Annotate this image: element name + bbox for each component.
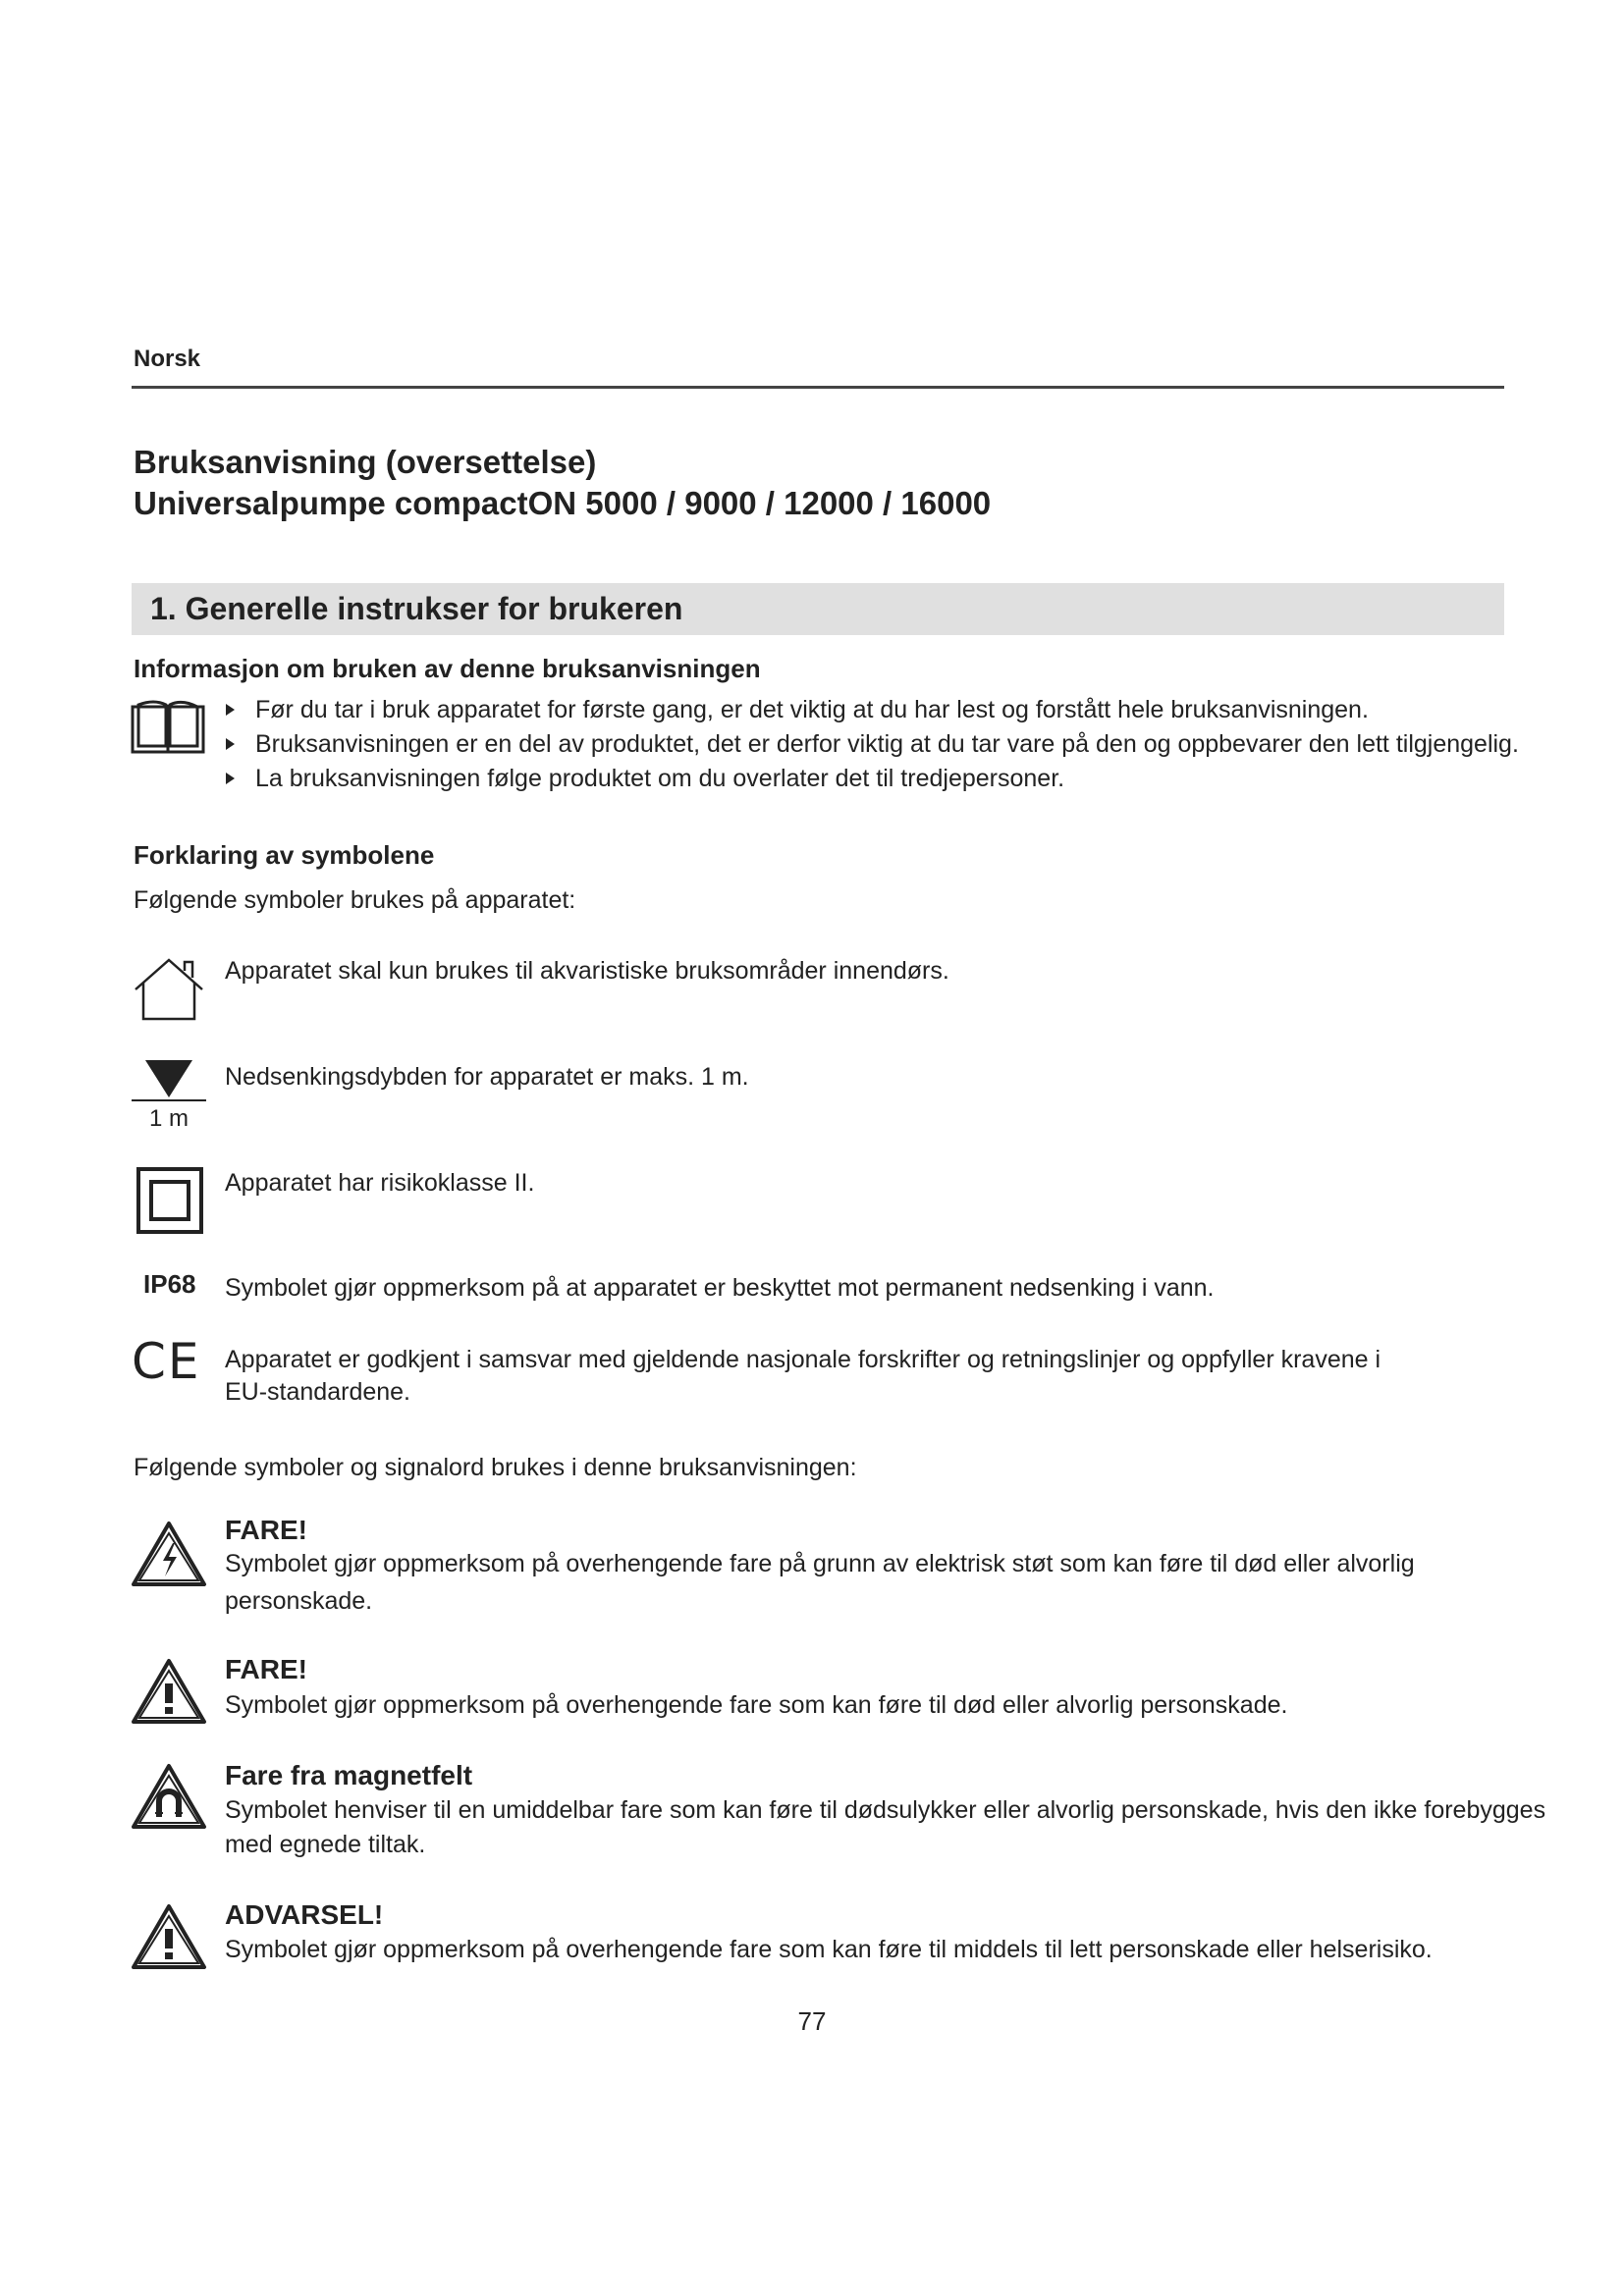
immersion-depth-icon (132, 1058, 206, 1101)
signal-text-warning: Symbolet gjør oppmerksom på overhengende fare som kan føre til middels til lett personskade eller helserisiko. (225, 1936, 1433, 1963)
signal-text-general: Symbolet gjør oppmerksom på overhengende fare som kan føre til død eller alvorlig personskade. (225, 1691, 1288, 1719)
bullet-icon (226, 704, 235, 716)
signal-label-electric: FARE! (225, 1515, 307, 1545)
signal-label-magnetic: Fare fra magnetfelt (225, 1760, 473, 1790)
list-item: Bruksanvisningen er en del av produktet, det er derfor viktig at du tar vare på den og oppbevarer den lett tilgjengelig. (226, 727, 1519, 762)
symbols-intro: Følgende symboler brukes på apparatet: (134, 886, 576, 914)
symbol-text-depth: Nedsenkingsdybden for apparatet er maks. 1 m. (225, 1063, 749, 1091)
signal-text-electric-2: personskade. (225, 1587, 373, 1615)
symbol-text-class-ii: Apparatet har risikoklasse II. (225, 1169, 535, 1197)
list-item: Før du tar i bruk apparatet for første gang, er det viktig at du har lest og forstått hele bruksanvisningen. (226, 693, 1519, 727)
immersion-depth-label: 1 m (149, 1105, 189, 1132)
electric-hazard-icon (130, 1520, 208, 1588)
list-item: La bruksanvisningen følge produktet om du overlater det til tredjepersoner. (226, 762, 1519, 796)
symbol-text-ce-2: EU-standardene. (225, 1378, 411, 1406)
warning-icon (130, 1902, 208, 1971)
section-title: 1. Generelle instrukser for brukeren (150, 591, 683, 626)
document-title: Bruksanvisning (oversettelse) (134, 444, 597, 480)
signal-text-electric-1: Symbolet gjør oppmerksom på overhengende fare på grunn av elektrisk støt som kan føre til død eller alvorlig (225, 1550, 1415, 1577)
book-icon (131, 699, 205, 756)
signal-label-warning: ADVARSEL! (225, 1899, 384, 1930)
signal-label-general: FARE! (225, 1654, 307, 1684)
bullet-icon (226, 773, 235, 784)
general-hazard-icon (130, 1657, 208, 1726)
page-number: 77 (797, 2006, 827, 2036)
bullet-icon (226, 738, 235, 750)
magnetic-field-hazard-icon (130, 1762, 208, 1831)
signal-text-magnetic-2: med egnede tiltak. (225, 1831, 426, 1858)
symbols-heading: Forklaring av symbolene (134, 840, 435, 870)
symbol-text-ip68: Symbolet gjør oppmerksom på at apparatet er beskyttet mot permanent nedsenking i vann. (225, 1274, 1215, 1302)
symbol-text-house: Apparatet skal kun brukes til akvaristiske bruksområder innendørs. (225, 957, 949, 985)
signals-intro: Følgende symboler og signalord brukes i denne bruksanvisningen: (134, 1454, 857, 1481)
info-bullet-list (226, 693, 1519, 796)
ip68-label: IP68 (143, 1269, 196, 1299)
language-label: Norsk (134, 346, 201, 372)
document-subtitle: Universalpumpe compactON 5000 / 9000 / 12000 / 16000 (134, 485, 992, 521)
signal-text-magnetic-1: Symbolet henviser til en umiddelbar fare som kan føre til dødsulykker eller alvorlig personskade, hvis den ikke forebygges (225, 1796, 1546, 1824)
ce-mark-icon: CE (132, 1333, 201, 1390)
protection-class-ii-icon (135, 1166, 204, 1235)
info-heading: Informasjon om bruken av denne bruksanvisningen (134, 654, 761, 683)
symbol-text-ce-1: Apparatet er godkjent i samsvar med gjeldende nasjonale forskrifter og retningslinjer og oppfyller kravene i (225, 1346, 1381, 1373)
header-divider (132, 386, 1504, 389)
house-icon (132, 956, 206, 1023)
